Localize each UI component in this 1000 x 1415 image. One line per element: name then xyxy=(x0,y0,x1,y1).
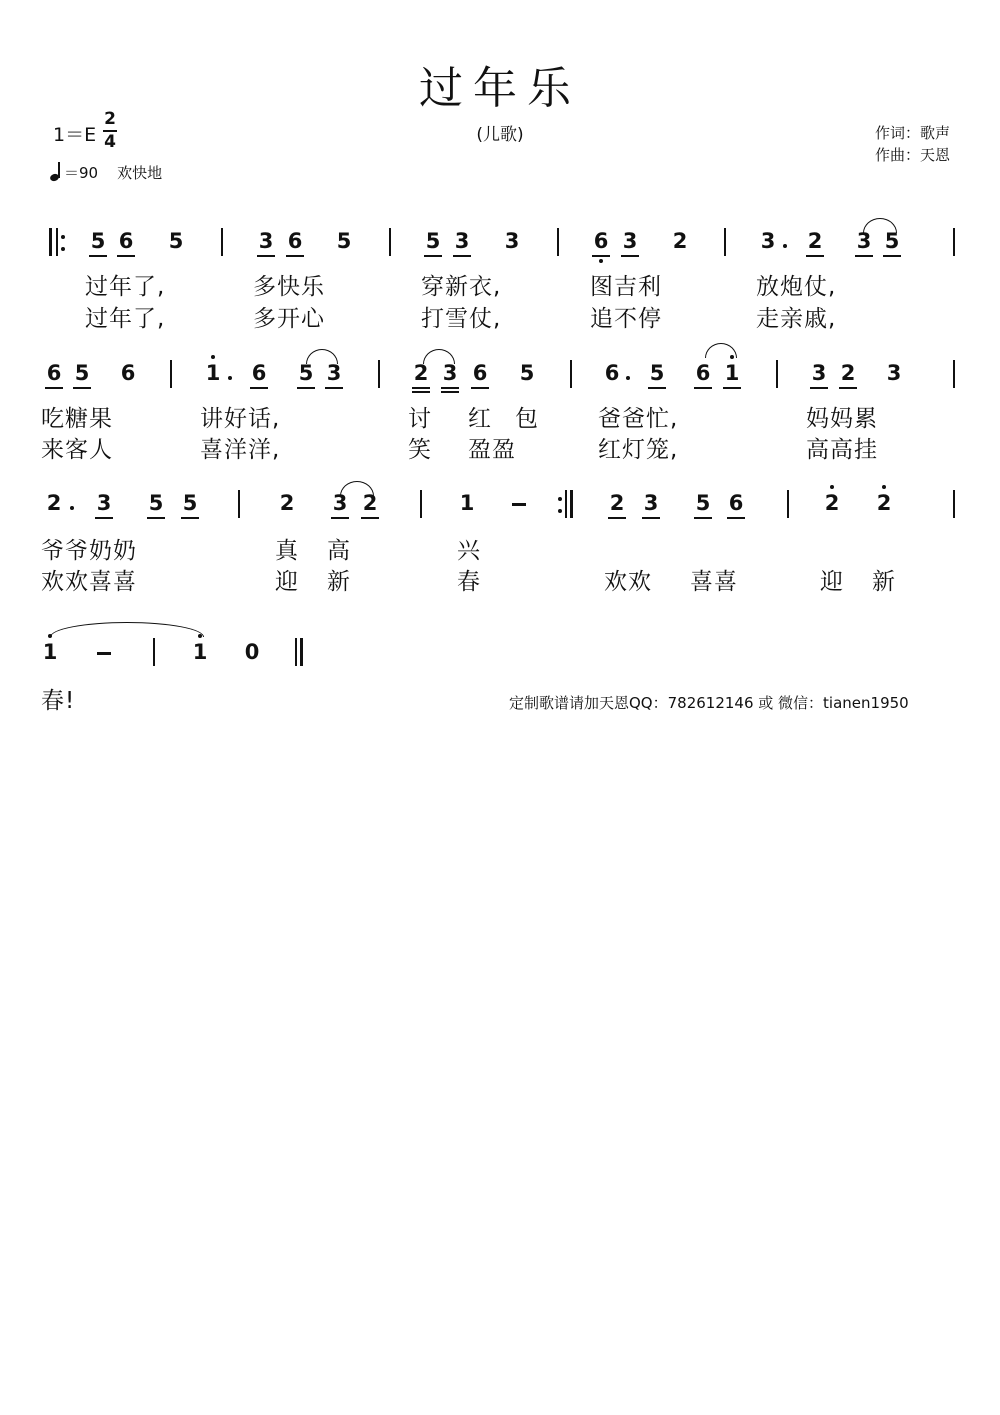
underline-row2-0 xyxy=(45,387,63,389)
note-row2-8: 3 xyxy=(442,361,458,385)
note-row2-1: 5 xyxy=(74,361,90,385)
lyric-r2-v2-m3b: 盈盈 xyxy=(468,437,516,463)
note-row3-1: 3 xyxy=(96,491,112,515)
note-row1-7: 3 xyxy=(454,229,470,253)
note-row3-7: 1 xyxy=(459,491,475,515)
lyric-r3-v2-m4a: 欢欢 xyxy=(604,569,652,595)
lyric-r2-v2-m2: 喜洋洋, xyxy=(200,437,281,463)
note-row1-12: 3 xyxy=(760,229,776,253)
tie-4 xyxy=(340,481,374,496)
barline-2 xyxy=(557,228,559,256)
note-row1-11: 2 xyxy=(672,229,688,253)
note-row3-12: 2 xyxy=(824,491,840,515)
lyric-r2-v1-m5: 妈妈累 xyxy=(806,406,878,432)
underline-row3-3 xyxy=(181,517,199,519)
note-row1-2: 5 xyxy=(168,229,184,253)
final-bar-thin xyxy=(295,638,297,666)
note-row2-14: 1 xyxy=(724,361,740,385)
underline-row1-10 xyxy=(621,255,639,257)
barline-5 xyxy=(170,360,172,388)
repeat-end-dot-top xyxy=(558,497,562,501)
note-row3-0: 2 xyxy=(46,491,62,515)
note-row2-15: 3 xyxy=(811,361,827,385)
underline-row1-0 xyxy=(89,255,107,257)
lyric-r2-v1-m3c: 包 xyxy=(515,406,539,432)
note-row3-9: 3 xyxy=(643,491,659,515)
lyric-r1-v1-m2: 多快乐 xyxy=(253,274,325,300)
high-dot-row3-13 xyxy=(882,485,886,489)
note-row2-5: 5 xyxy=(298,361,314,385)
note-row1-4: 6 xyxy=(287,229,303,253)
contact-note: 定制歌谱请加天恩QQ：782612146 或 微信：tianen1950 xyxy=(509,694,909,712)
underline-row1-14 xyxy=(855,255,873,257)
barline-6 xyxy=(378,360,380,388)
repeat-end-dot-bottom xyxy=(558,509,562,513)
composer-credit: 作曲：天恩 xyxy=(874,146,950,164)
lyric-r3-v2-m2a: 迎 xyxy=(275,569,299,595)
note-row3-5: 3 xyxy=(332,491,348,515)
key-signature: 1＝E xyxy=(53,124,97,146)
lyric-r2-v1-m1: 吃糖果 xyxy=(41,406,113,432)
underline-row1-15 xyxy=(883,255,901,257)
note-row1-15: 5 xyxy=(884,229,900,253)
high-dot-row3-12 xyxy=(830,485,834,489)
underline-row2-15 xyxy=(810,387,828,389)
note-row3-10: 5 xyxy=(695,491,711,515)
lyric-r2-v1-m3b: 红 xyxy=(468,406,492,432)
barline-8 xyxy=(776,360,778,388)
lyric-r1-v1-m1: 过年了, xyxy=(85,274,166,300)
underline-row2-9 xyxy=(471,387,489,389)
tie-3 xyxy=(705,343,737,358)
note-row1-14: 3 xyxy=(856,229,872,253)
lyric-r2-v1-m3a: 讨 xyxy=(408,406,432,432)
note-row2-11: 6 xyxy=(604,361,620,385)
lyric-r3-v1-m3: 兴 xyxy=(457,538,481,564)
lyric-r3-v1-m2a: 真 xyxy=(275,538,299,564)
underline-row1-1 xyxy=(117,255,135,257)
note-row4-0: 1 xyxy=(42,640,58,664)
augmentation-dot-3 xyxy=(70,506,74,510)
repeat-end-thin xyxy=(565,490,567,518)
note-row1-9: 6 xyxy=(593,229,609,253)
note-row3-13: 2 xyxy=(876,491,892,515)
underline-row1-9 xyxy=(592,255,610,257)
lyric-r1-v1-m4: 图吉利 xyxy=(590,274,662,300)
time-signature-top: 2 xyxy=(104,109,116,129)
underline-row2-4 xyxy=(250,387,268,389)
underline-row1-13 xyxy=(806,255,824,257)
lyric-r2-v1-m4: 爸爸忙, xyxy=(598,406,679,432)
underline-row3-1 xyxy=(95,517,113,519)
tie-5 xyxy=(50,622,204,637)
note-row1-5: 5 xyxy=(336,229,352,253)
lyric-r3-v1-m2b: 高 xyxy=(327,538,351,564)
lyric-r1-v2-m2: 多开心 xyxy=(253,306,325,332)
underline-row2-7 xyxy=(412,387,430,389)
note-row2-10: 5 xyxy=(519,361,535,385)
lyric-r1-v2-m1: 过年了, xyxy=(85,306,166,332)
lyric-r2-v2-m4: 红灯笼, xyxy=(598,437,679,463)
underline-row2-8 xyxy=(441,387,459,389)
tempo-expression: 欢快地 xyxy=(117,164,163,182)
note-row1-1: 6 xyxy=(118,229,134,253)
note-row4-1: 1 xyxy=(192,640,208,664)
dash-r4 xyxy=(97,652,111,655)
note-row1-8: 3 xyxy=(504,229,520,253)
lyric-r3-v2-m2b: 新 xyxy=(327,569,351,595)
barline-9 xyxy=(953,360,955,388)
tempo-value: ＝90 xyxy=(64,164,99,182)
note-row1-3: 3 xyxy=(258,229,274,253)
repeat-start-thick xyxy=(49,228,52,256)
underline-row2-16 xyxy=(839,387,857,389)
tempo-marking xyxy=(50,162,162,183)
high-dot-row2-3 xyxy=(211,355,215,359)
underline-row2-14 xyxy=(723,387,741,389)
time-signature-bottom: 4 xyxy=(104,132,116,152)
repeat-end-thick xyxy=(570,490,573,518)
underline-row3-11 xyxy=(727,517,745,519)
augmentation-dot-2 xyxy=(626,376,630,380)
note-row2-0: 6 xyxy=(46,361,62,385)
note-row4-2: 0 xyxy=(244,640,260,664)
lyric-r2-v2-m5: 高高挂 xyxy=(806,437,878,463)
underline-row3-2 xyxy=(147,517,165,519)
note-row2-4: 6 xyxy=(251,361,267,385)
underline-row1-4 xyxy=(286,255,304,257)
note-row2-12: 5 xyxy=(649,361,665,385)
tie-2 xyxy=(423,349,455,364)
barline-0 xyxy=(221,228,223,256)
note-row2-17: 3 xyxy=(886,361,902,385)
lyric-r2-v1-m2: 讲好话, xyxy=(200,406,281,432)
note-row2-13: 6 xyxy=(695,361,711,385)
final-bar-thick xyxy=(300,638,303,666)
barline-4 xyxy=(953,228,955,256)
underline-row3-5 xyxy=(331,517,349,519)
note-row2-2: 6 xyxy=(120,361,136,385)
quarter-note-icon xyxy=(50,163,64,181)
barline-13 xyxy=(953,490,955,518)
barline-11 xyxy=(420,490,422,518)
repeat-start-dot-top xyxy=(61,235,65,239)
note-row3-3: 5 xyxy=(182,491,198,515)
note-row2-3: 1 xyxy=(205,361,221,385)
underline-row2-6 xyxy=(325,387,343,389)
barline-10 xyxy=(238,490,240,518)
note-row2-6: 3 xyxy=(326,361,342,385)
lyric-r1-v2-m3: 打雪仗, xyxy=(421,306,502,332)
underline-row2-5 xyxy=(297,387,315,389)
note-row3-2: 5 xyxy=(148,491,164,515)
underline-row1-7 xyxy=(453,255,471,257)
note-row3-4: 2 xyxy=(279,491,295,515)
lyric-r3-v1-m1: 爷爷奶奶 xyxy=(41,538,137,564)
note-row1-6: 5 xyxy=(425,229,441,253)
underline-row1-6 xyxy=(424,255,442,257)
augmentation-dot-0 xyxy=(783,244,787,248)
note-row2-9: 6 xyxy=(472,361,488,385)
barline-1 xyxy=(389,228,391,256)
lyric-r1-v2-m4: 追不停 xyxy=(590,306,662,332)
repeat-start-thin xyxy=(56,228,58,256)
barline-14 xyxy=(153,638,155,666)
barline-3 xyxy=(724,228,726,256)
song-title: 过年乐 xyxy=(419,63,581,114)
underline-row2-1 xyxy=(73,387,91,389)
note-row3-6: 2 xyxy=(362,491,378,515)
underline2-row2-8 xyxy=(441,391,459,393)
underline-row3-8 xyxy=(608,517,626,519)
underline-row3-9 xyxy=(642,517,660,519)
dash-r3 xyxy=(512,503,526,506)
lyric-r3-v2-m3: 春 xyxy=(457,569,481,595)
underline-row2-12 xyxy=(648,387,666,389)
augmentation-dot-1 xyxy=(228,376,232,380)
lyric-r4-v1: 春! xyxy=(41,688,76,714)
underline-row1-3 xyxy=(257,255,275,257)
time-signature xyxy=(103,110,117,152)
tie-1 xyxy=(306,349,338,364)
lyric-r1-v2-m5: 走亲戚, xyxy=(756,306,837,332)
note-row1-10: 3 xyxy=(622,229,638,253)
lyric-r1-v1-m3: 穿新衣, xyxy=(421,274,502,300)
underline-row2-13 xyxy=(694,387,712,389)
tie-0 xyxy=(863,218,897,233)
underline2-row2-7 xyxy=(412,391,430,393)
note-row1-13: 2 xyxy=(807,229,823,253)
lyric-r3-v2-m1: 欢欢喜喜 xyxy=(41,569,137,595)
lyric-r3-v2-m4b: 喜喜 xyxy=(690,569,738,595)
repeat-start-dot-bottom xyxy=(61,247,65,251)
barline-7 xyxy=(570,360,572,388)
note-row2-7: 2 xyxy=(413,361,429,385)
note-row3-8: 2 xyxy=(609,491,625,515)
barline-12 xyxy=(787,490,789,518)
note-row3-11: 6 xyxy=(728,491,744,515)
lyricist-credit: 作词：歌声 xyxy=(874,124,950,142)
lyric-r2-v2-m1: 来客人 xyxy=(41,437,113,463)
lyric-r2-v2-m3a: 笑 xyxy=(408,437,432,463)
underline-row3-10 xyxy=(694,517,712,519)
note-row2-16: 2 xyxy=(840,361,856,385)
note-row1-0: 5 xyxy=(90,229,106,253)
low-dot-row1-9 xyxy=(599,259,603,263)
underline-row3-6 xyxy=(361,517,379,519)
lyric-r3-v2-m5b: 新 xyxy=(872,569,896,595)
lyric-r3-v2-m5a: 迎 xyxy=(820,569,844,595)
lyric-r1-v1-m5: 放炮仗, xyxy=(756,274,837,300)
song-genre: (儿歌) xyxy=(476,125,524,145)
